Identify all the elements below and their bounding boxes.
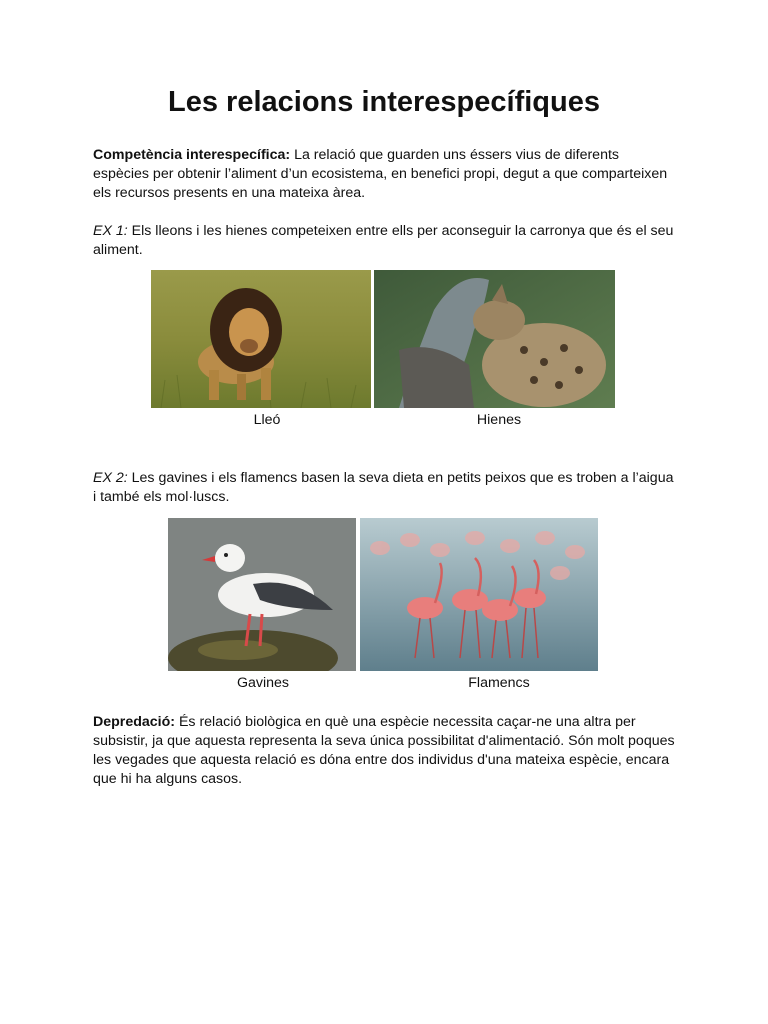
example-2-label: EX 2: <box>93 470 128 486</box>
hyena-photo <box>374 270 615 408</box>
lion-caption: Lleó <box>253 412 281 428</box>
example-2-paragraph <box>93 469 678 507</box>
depredacio-paragraph <box>93 713 678 789</box>
hyena-caption: Hienes <box>476 412 522 428</box>
depredacio-term: Depredació: <box>93 714 175 730</box>
example-1-text: Els lleons i les hienes competeixen entre ells per aconseguir la carronya que és el seu aliment. <box>93 223 674 258</box>
example-2-text: Les gavines i els flamencs basen la seva dieta en petits peixos que es troben a l’aigua i també els mol·luscs. <box>93 470 674 505</box>
lion-photo <box>151 270 371 408</box>
flamingo-photo <box>360 518 598 671</box>
gull-caption: Gavines <box>236 675 290 691</box>
competencia-term: Competència interespecífica: <box>93 147 291 163</box>
gull-photo <box>168 518 356 671</box>
page-title: Les relacions interespecífiques <box>168 86 600 118</box>
example-1-paragraph <box>93 222 678 260</box>
flamingo-caption: Flamencs <box>468 675 530 691</box>
depredacio-text: És relació biològica en què una espècie necessita caçar-ne una altra per subsistir, ja que aquesta representa la seva única possibilitat d'alimentació. Són molt poques les vegades que aquesta relació es dóna entre dos individus d'una mateixa espècie, encara que hi ha alguns casos. <box>93 714 675 787</box>
competencia-text: La relació que guarden uns éssers vius de diferents espècies per obtenir l’aliment d’un ecosistema, en benefici propi, degut a que comparteixen els recursos presents en una mateixa àrea. <box>93 147 668 201</box>
example-1-label: EX 1: <box>93 223 128 239</box>
competencia-paragraph <box>93 146 678 203</box>
